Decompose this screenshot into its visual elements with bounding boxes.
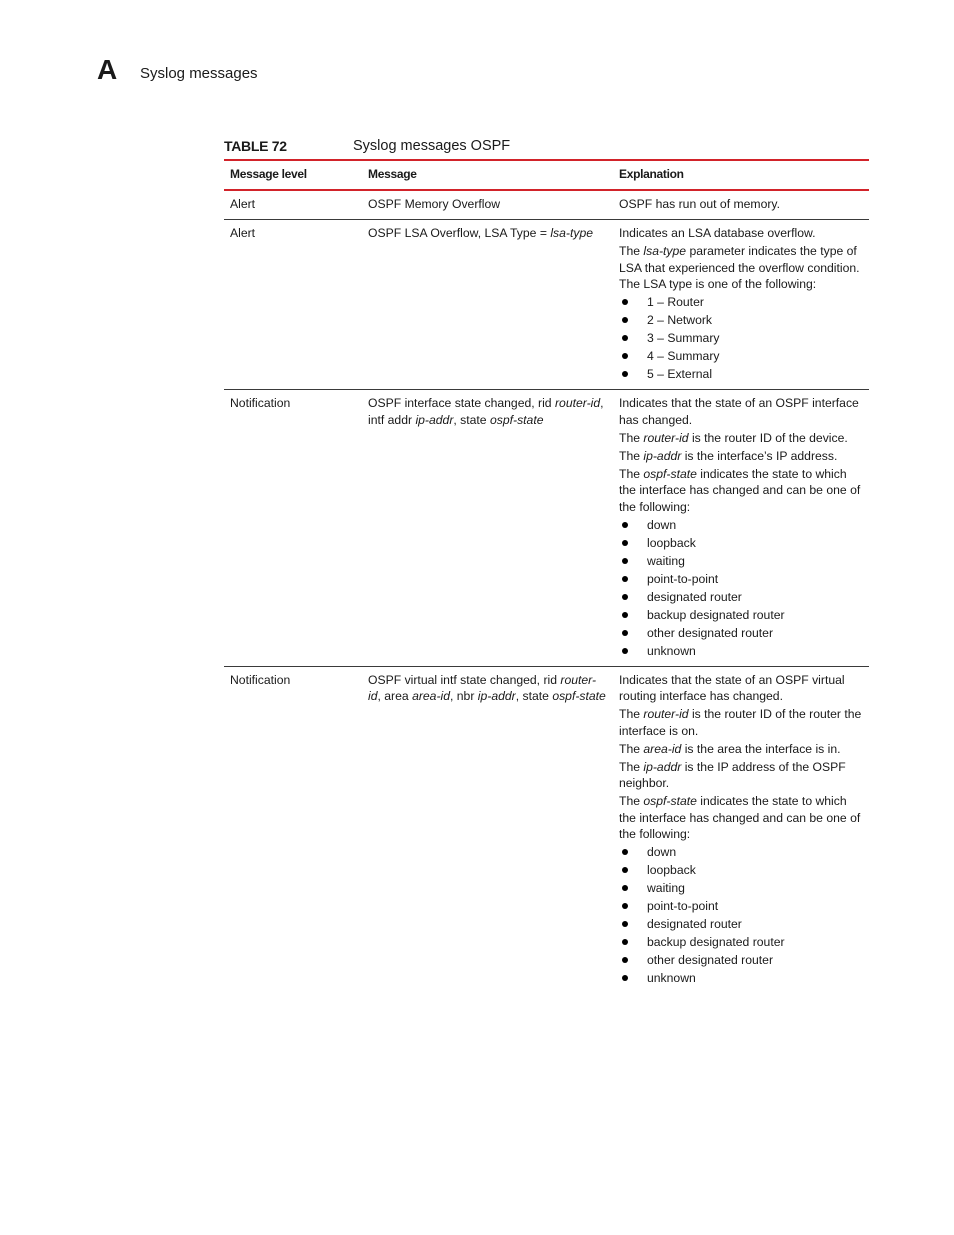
bullet-icon — [622, 576, 628, 582]
message-cell — [362, 666, 613, 993]
list-item — [619, 348, 863, 365]
bullet-icon — [622, 903, 628, 909]
text-run: Indicates that the state of an OSPF virtual routing interface has changed. — [619, 672, 845, 703]
text-run: parameter indicates the type of LSA that experienced the overflow condition. The LSA type is one of the following: — [619, 244, 860, 291]
explanation-cell — [613, 190, 869, 220]
list-item — [619, 517, 863, 534]
value-list — [619, 517, 863, 660]
bullet-icon — [622, 849, 628, 855]
text-run: , intf addr — [368, 396, 604, 427]
bullet-icon — [622, 921, 628, 927]
message-cell — [362, 390, 613, 667]
list-item-text: waiting — [647, 553, 685, 568]
text-run: OSPF virtual intf state changed, rid — [368, 672, 561, 687]
explanation-paragraph — [619, 225, 863, 242]
list-item-text: down — [647, 517, 677, 532]
value-list — [619, 294, 863, 383]
bullet-icon — [622, 540, 628, 546]
explanation-paragraph — [619, 466, 863, 516]
explanation-paragraph — [619, 741, 863, 758]
parameter-text: ip-addr — [477, 689, 516, 703]
parameter-text: router-id — [643, 430, 689, 445]
text-run: is the router ID of the device. — [688, 430, 848, 445]
text-run: , state — [515, 689, 553, 703]
list-item-text: 2 – Network — [647, 313, 713, 327]
bullet-icon — [622, 630, 628, 636]
parameter-text: lsa-type — [643, 244, 687, 258]
text-run: is the area the interface is in. — [681, 741, 841, 756]
list-item — [619, 607, 863, 624]
explanation-cell — [613, 390, 869, 667]
list-item — [619, 553, 863, 570]
list-item-text: down — [647, 845, 677, 859]
bullet-icon — [622, 975, 628, 981]
text-run: The — [619, 741, 644, 756]
header-explanation: Explanation — [613, 160, 869, 190]
list-item-text: backup designated router — [647, 607, 785, 622]
list-item — [619, 312, 863, 329]
bullet-icon — [622, 612, 628, 618]
parameter-text: router-id — [554, 396, 601, 410]
message-cell — [362, 190, 613, 220]
text-run: Indicates that the state of an OSPF interface has changed. — [619, 396, 859, 427]
explanation-paragraph — [619, 395, 863, 428]
list-item-text: backup designated router — [647, 935, 785, 949]
list-item-text: designated router — [647, 917, 742, 931]
bullet-icon — [622, 594, 628, 600]
table-title: Syslog messages OSPF — [353, 138, 511, 154]
text-run: is the IP address of the OSPF neighbor. — [619, 759, 846, 790]
explanation-paragraph — [619, 448, 863, 465]
list-item-text: unknown — [647, 971, 696, 985]
bullet-icon — [622, 867, 628, 873]
list-item-text: 4 – Summary — [647, 349, 720, 363]
list-item — [619, 366, 863, 383]
list-item — [619, 952, 863, 969]
bullet-icon — [622, 885, 628, 891]
bullet-icon — [622, 317, 628, 323]
table-caption — [224, 138, 869, 158]
text-run: is the router ID of the router the interface is on. — [619, 707, 862, 738]
list-item — [619, 571, 863, 588]
parameter-text: ospf-state — [552, 689, 606, 703]
text-run: The — [619, 430, 644, 445]
list-item-text: point-to-point — [647, 571, 719, 586]
bullet-icon — [622, 558, 628, 564]
text-run: indicates the state to which the interface has changed and can be one of the following: — [619, 466, 861, 514]
message-cell — [362, 220, 613, 390]
message-level-cell: Alert — [224, 220, 362, 390]
list-item-text: loopback — [647, 535, 696, 550]
list-item-text: other designated router — [647, 625, 774, 640]
parameter-text: ospf-state — [643, 466, 697, 481]
list-item — [619, 625, 863, 642]
parameter-text: area-id — [412, 689, 450, 703]
message-level-cell: Notification — [224, 390, 362, 667]
parameter-text: ospf-state — [489, 412, 544, 427]
list-item-text: 5 – External — [647, 367, 713, 381]
table-number: TABLE 72 — [224, 138, 287, 154]
list-item — [619, 589, 863, 606]
message-level-cell: Alert — [224, 190, 362, 220]
list-item — [619, 535, 863, 552]
list-item-text: 1 – Router — [647, 295, 704, 309]
header-message-level: Message level — [224, 160, 362, 190]
parameter-text: ospf-state — [643, 794, 697, 808]
list-item-text: designated router — [647, 589, 742, 604]
list-item — [619, 294, 863, 311]
list-item — [619, 898, 863, 915]
message-level-cell: Notification — [230, 672, 291, 687]
list-item — [619, 844, 863, 861]
parameter-text: router-id — [643, 707, 689, 721]
list-item — [619, 862, 863, 879]
text-run: The — [619, 707, 644, 721]
table-row — [224, 390, 869, 667]
list-item-text: loopback — [647, 863, 696, 877]
explanation-paragraph — [619, 196, 863, 213]
list-item — [619, 880, 863, 897]
text-run: Indicates an LSA database overflow. — [619, 226, 816, 240]
text-run: The — [619, 244, 644, 258]
explanation-paragraph — [619, 672, 863, 705]
text-run: OSPF has run out of memory. — [619, 197, 780, 211]
list-item — [619, 970, 863, 987]
text-run: OSPF interface state changed, rid — [368, 396, 555, 410]
list-item-text: 3 – Summary — [647, 331, 720, 345]
bullet-icon — [622, 939, 628, 945]
bullet-icon — [622, 957, 628, 963]
explanation-cell — [613, 220, 869, 390]
list-item-text: other designated router — [647, 953, 774, 967]
running-header: Syslog messages — [140, 65, 258, 82]
appendix-letter: A — [97, 54, 118, 85]
text-run: indicates the state to which the interface has changed and can be one of the following: — [619, 794, 861, 841]
explanation-paragraph — [619, 706, 863, 739]
text-run: The — [619, 794, 644, 808]
text-run: is the interface’s IP address. — [681, 448, 838, 463]
table-header-row — [224, 160, 869, 190]
text-run: OSPF Memory Overflow — [368, 197, 501, 211]
text-run: OSPF LSA Overflow, LSA Type = — [368, 226, 551, 240]
bullet-icon — [622, 648, 628, 654]
text-run: The — [619, 466, 644, 481]
list-item — [619, 934, 863, 951]
header-message: Message — [362, 160, 613, 190]
text-run: , state — [453, 412, 490, 427]
table-row — [224, 666, 869, 993]
text-run: , area — [377, 689, 413, 703]
syslog-table — [224, 159, 869, 993]
value-list — [619, 844, 863, 987]
list-item-text: point-to-point — [647, 899, 719, 913]
table-row — [224, 190, 869, 220]
explanation-paragraph — [619, 759, 863, 792]
explanation-paragraph — [619, 243, 863, 293]
list-item-text: unknown — [647, 643, 696, 658]
bullet-icon — [622, 522, 628, 528]
parameter-text: ip-addr — [643, 759, 682, 774]
text-run: , nbr — [450, 689, 478, 703]
list-item — [619, 916, 863, 933]
parameter-text: router-id — [368, 672, 597, 703]
bullet-icon — [622, 353, 628, 359]
explanation-paragraph — [619, 793, 863, 843]
list-item-text: waiting — [647, 881, 685, 895]
table-row — [224, 220, 869, 390]
parameter-text: area-id — [643, 741, 682, 756]
parameter-text: lsa-type — [550, 226, 594, 240]
parameter-text: ip-addr — [643, 448, 682, 463]
bullet-icon — [622, 335, 628, 341]
text-run: The — [619, 448, 644, 463]
list-item — [619, 330, 863, 347]
bullet-icon — [622, 299, 628, 305]
bullet-icon — [622, 371, 628, 377]
explanation-cell — [613, 666, 869, 993]
explanation-paragraph — [619, 430, 863, 447]
list-item — [619, 643, 863, 660]
text-run: The — [619, 759, 644, 774]
parameter-text: ip-addr — [415, 412, 454, 427]
